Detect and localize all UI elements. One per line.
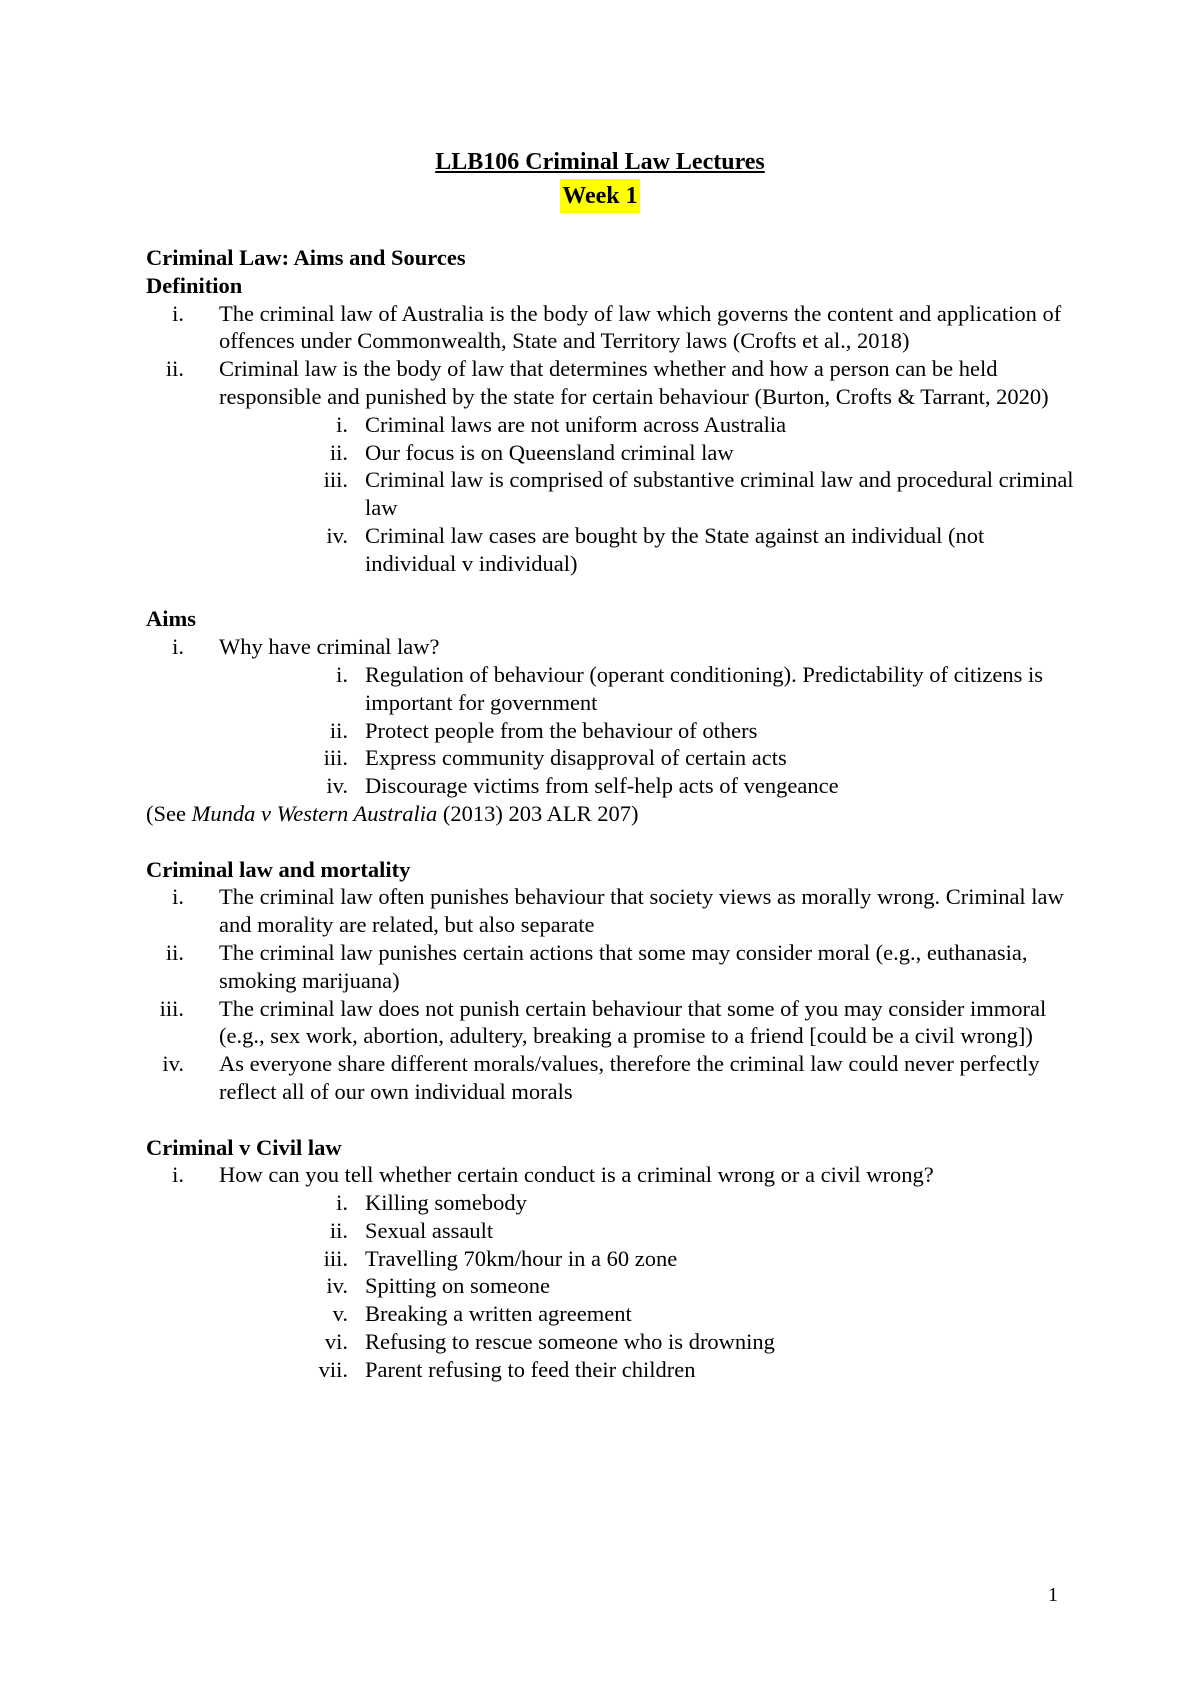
sub-list-item — [146, 466, 1076, 522]
list-number: iii. — [159, 995, 184, 1021]
list-item — [146, 633, 1076, 661]
list-number: i. — [336, 411, 348, 437]
list-number: i. — [172, 300, 184, 326]
spacer — [146, 1106, 1076, 1134]
list-text: Criminal law is the body of law that determines whether and how a person can be held responsible and punished by the state for certain behaviour (Burton, Crofts & Tarrant, 2020) — [219, 356, 1049, 409]
case-name: Munda v Western Australia — [191, 800, 438, 826]
list-number: ii. — [165, 356, 184, 382]
document-body — [146, 244, 1076, 1384]
citation-prefix: (See — [146, 800, 192, 826]
list-text: Spitting on someone — [365, 1273, 550, 1299]
list-number: ii. — [329, 439, 348, 465]
week-label: Week 1 — [560, 179, 639, 213]
section-heading-main: Criminal Law: Aims and Sources — [146, 245, 466, 270]
list-number: i. — [172, 884, 184, 910]
list-item — [146, 300, 1076, 356]
list-number: iv. — [326, 773, 348, 799]
list-number: iii. — [323, 467, 348, 493]
list-number: ii. — [329, 1217, 348, 1243]
sub-list-item — [146, 522, 1076, 578]
list-number: i. — [336, 1190, 348, 1216]
aims-heading: Aims — [146, 606, 196, 632]
list-text: Why have criminal law? — [219, 634, 440, 660]
list-item — [146, 355, 1076, 411]
sub-list-item — [146, 411, 1076, 439]
sub-list-item — [146, 439, 1076, 467]
list-item — [146, 1161, 1076, 1189]
citation-suffix: (2013) 203 ALR 207) — [437, 800, 639, 826]
list-number: i. — [336, 661, 348, 687]
list-number: vi. — [324, 1329, 348, 1355]
list-number: ii. — [165, 939, 184, 965]
list-text: Parent refusing to feed their children — [365, 1356, 696, 1382]
sub-list-item — [146, 717, 1076, 745]
list-number: iii. — [323, 745, 348, 771]
list-item — [146, 1050, 1076, 1106]
list-number: iv. — [326, 522, 348, 548]
list-number: vii. — [318, 1356, 348, 1382]
list-number: iv. — [162, 1051, 184, 1077]
sub-list-item — [146, 1217, 1076, 1245]
list-text: Criminal laws are not uniform across Australia — [365, 411, 787, 437]
sub-list-item — [146, 1245, 1076, 1273]
morality-heading: Criminal law and mortality — [146, 856, 411, 882]
list-item — [146, 939, 1076, 995]
list-text: Express community disapproval of certain acts — [365, 745, 787, 771]
list-text: How can you tell whether certain conduct is a criminal wrong or a civil wrong? — [219, 1162, 934, 1188]
page-number: 1 — [1048, 1584, 1058, 1606]
list-text: Our focus is on Queensland criminal law — [365, 439, 734, 465]
list-text: The criminal law often punishes behaviour that society views as morally wrong. Criminal law and morality are related, but also separate — [219, 884, 1064, 938]
list-text: Discourage victims from self-help acts of vengeance — [365, 773, 839, 799]
list-text: Criminal law cases are bought by the State against an individual (not individual v individual) — [365, 522, 985, 576]
list-text: Breaking a written agreement — [365, 1301, 632, 1327]
sub-list-item — [146, 661, 1076, 717]
sub-list-item — [146, 744, 1076, 772]
document-title: LLB106 Criminal Law Lectures — [435, 149, 765, 175]
list-text: Killing somebody — [365, 1190, 527, 1216]
case-citation — [146, 800, 1076, 828]
list-number: ii. — [329, 717, 348, 743]
list-text: The criminal law of Australia is the body of law which governs the content and application of offences under Commonwealth, State and Territory laws (Crofts et al., 2018) — [219, 300, 1062, 354]
civil-heading: Criminal v Civil law — [146, 1134, 342, 1160]
list-item — [146, 995, 1076, 1051]
list-text: Criminal law is comprised of substantive criminal law and procedural criminal law — [365, 467, 1074, 521]
list-text: The criminal law does not punish certain behaviour that some of you may consider immoral (e.g., sex work, abortion, adultery, breaking a promise to a friend [could be a civil wrong]) — [219, 995, 1047, 1049]
list-text: As everyone share different morals/values, therefore the criminal law could never perfectly reflect all of our own individual morals — [219, 1051, 1040, 1104]
list-text: The criminal law punishes certain actions that some may consider moral (e.g., euthanasia, smoking marijuana) — [219, 939, 1028, 993]
list-number: i. — [172, 1162, 184, 1188]
sub-list-item — [146, 1189, 1076, 1217]
spacer — [146, 828, 1076, 856]
list-text: Travelling 70km/hour in a 60 zone — [365, 1245, 678, 1271]
list-text: Refusing to rescue someone who is drowning — [365, 1329, 775, 1355]
list-number: i. — [172, 634, 184, 660]
title-block — [0, 145, 1200, 213]
sub-list-item — [146, 1272, 1076, 1300]
sub-list-item — [146, 1328, 1076, 1356]
list-item — [146, 883, 1076, 939]
list-number: iii. — [323, 1245, 348, 1271]
definition-heading: Definition — [146, 272, 243, 298]
list-number: iv. — [326, 1273, 348, 1299]
list-number: v. — [332, 1301, 348, 1327]
list-text: Regulation of behaviour (operant conditioning). Predictability of citizens is important for government — [365, 661, 1043, 715]
sub-list-item — [146, 772, 1076, 800]
sub-list-item — [146, 1356, 1076, 1384]
list-text: Sexual assault — [365, 1217, 494, 1243]
spacer — [146, 578, 1076, 606]
sub-list-item — [146, 1300, 1076, 1328]
list-text: Protect people from the behaviour of others — [365, 717, 758, 743]
